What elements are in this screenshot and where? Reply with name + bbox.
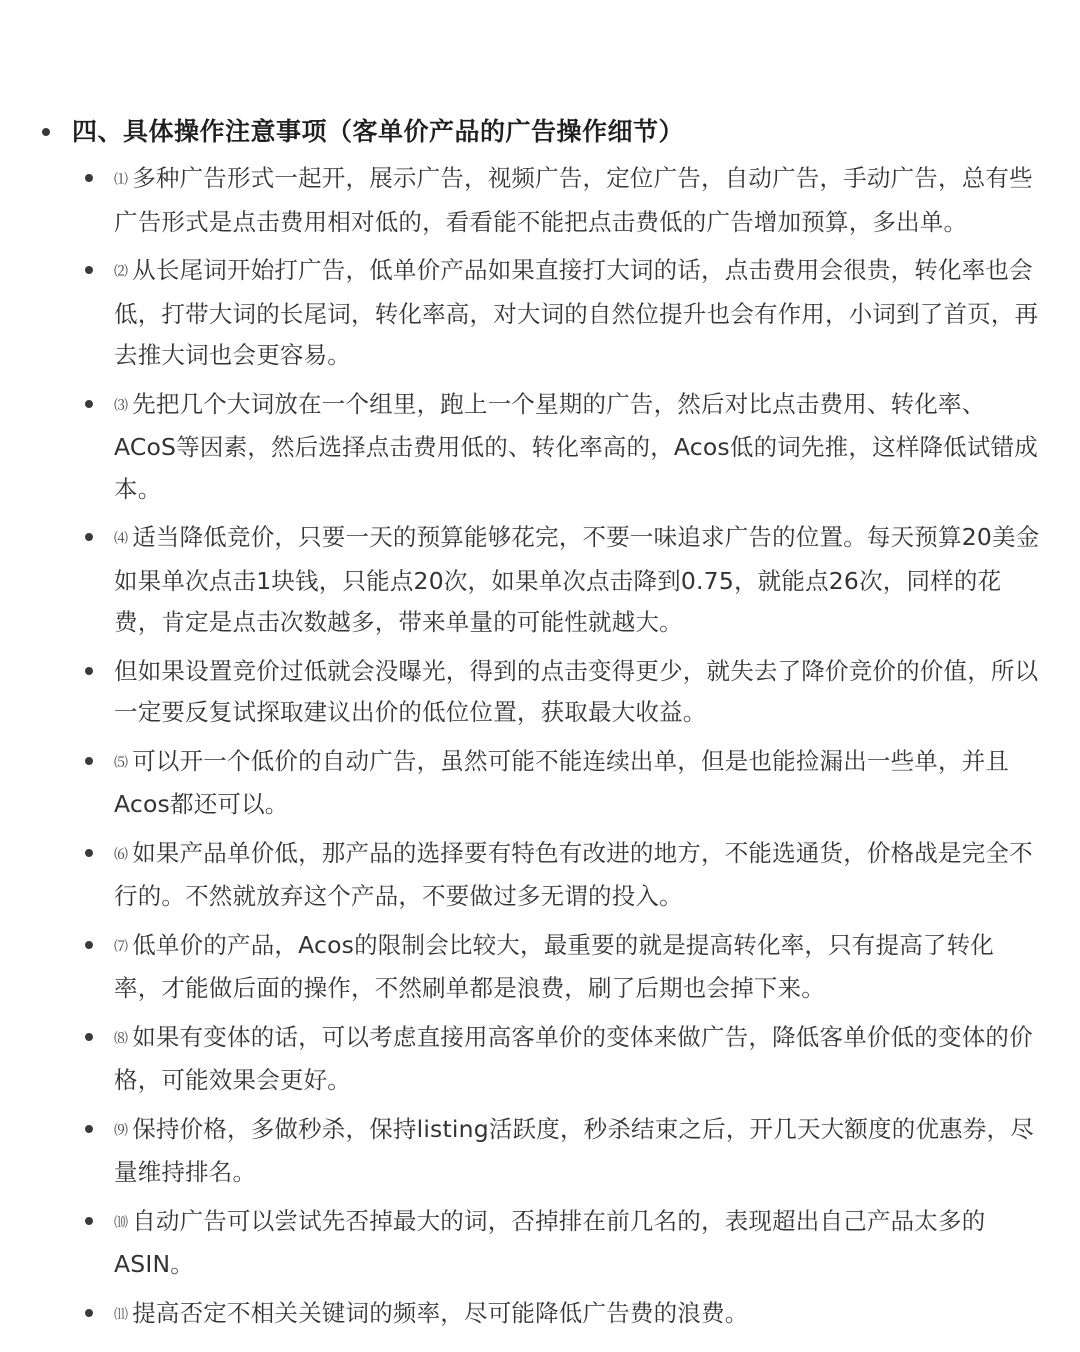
bullet-icon: [85, 849, 93, 857]
bullet-icon: [85, 1125, 93, 1133]
item-number: ⑻: [114, 1030, 129, 1047]
list-item: [72, 1201, 1040, 1286]
list-item: [72, 1293, 1040, 1337]
item-number: ⑶: [114, 397, 129, 414]
bullet-icon: [85, 667, 93, 675]
list-item: [72, 250, 1040, 377]
item-text: 可以开一个低价的自动广告，虽然可能不能连续出单，但是也能捡漏出一些单，并且Acos都还可以。: [114, 746, 1010, 818]
list-item: [72, 1017, 1040, 1102]
bullet-icon: [85, 1033, 93, 1041]
bullet-icon: [85, 1217, 93, 1225]
item-number: ⑾: [114, 1306, 129, 1323]
bullet-icon: [42, 128, 50, 136]
item-text: 适当降低竞价，只要一天的预算能够花完，不要一味追求广告的位置。每天预算20美金如果单次点击1块钱，只能点20次，如果单次点击降到0.75，就能点26次，同样的花费，肯定是点击次数越多，带来单量的可能性就越大。: [114, 523, 1040, 636]
item-number: ⑺: [114, 938, 129, 955]
bullet-icon: [85, 941, 93, 949]
bullet-icon: [85, 1309, 93, 1317]
bullet-icon: [85, 266, 93, 274]
item-text: 自动广告可以尝试先否掉最大的词，否掉排在前几名的，表现超出自己产品太多的ASIN。: [114, 1206, 986, 1278]
list-item: [72, 158, 1040, 243]
list-item: [72, 925, 1040, 1010]
document-body: [0, 110, 1080, 1343]
list-item: [72, 384, 1040, 511]
item-number: ⑼: [114, 1122, 129, 1139]
item-text: 如果有变体的话，可以考虑直接用高客单价的变体来做广告，降低客单价低的变体的价格，可能效果会更好。: [114, 1022, 1033, 1094]
list-item: [72, 517, 1040, 644]
item-text: 保持价格，多做秒杀，保持listing活跃度，秒杀结束之后，开几天大额度的优惠券，尽量维持排名。: [114, 1114, 1034, 1186]
item-number: ⑷: [114, 531, 129, 547]
list-item: [72, 1109, 1040, 1194]
bullet-icon: [85, 174, 93, 182]
item-number: ⑴: [114, 172, 129, 188]
item-text: 但如果设置竞价过低就会没曝光，得到的点击变得更少，就失去了降价竞价的价值，所以一定要反复试探取建议出价的低位位置，获取最大收益。: [114, 656, 1039, 726]
list-item: [72, 741, 1040, 826]
item-number: ⑹: [114, 846, 129, 863]
item-text: 低单价的产品，Acos的限制会比较大，最重要的就是提高转化率，只有提高了转化率，才能做后面的操作，不然刷单都是浪费，刷了后期也会掉下来。: [114, 930, 995, 1002]
list-item: [72, 833, 1040, 918]
item-number: ⑽: [114, 1214, 129, 1231]
item-number: ⑵: [114, 264, 129, 280]
bullet-icon: [85, 533, 93, 541]
item-text: 如果产品单价低，那产品的选择要有特色有改进的地方，不能选通货，价格战是完全不行的。不然就放弃这个产品，不要做过多无谓的投入。: [114, 838, 1033, 910]
item-text: 从长尾词开始打广告，低单价产品如果直接打大词的话，点击费用会很贵，转化率也会低，打带大词的长尾词，转化率高，对大词的自然位提升也会有作用，小词到了首页，再去推大词也会更容易。: [114, 256, 1039, 369]
notes-list: [72, 158, 1040, 1336]
bullet-icon: [85, 757, 93, 765]
bullet-icon: [85, 400, 93, 408]
list-item: [72, 651, 1040, 734]
item-text: 先把几个大词放在一个组里，跑上一个星期的广告，然后对比点击费用、转化率、ACoS等因素，然后选择点击费用低的、转化率高的，Acos低的词先推，这样降低试错成本。: [114, 389, 1038, 503]
section-title: 四、具体操作注意事项（客单价产品的广告操作细节）: [72, 117, 685, 146]
section-operation-notes: [0, 110, 1080, 1336]
item-text: 提高否定不相关关键词的频率，尽可能降低广告费的浪费。: [132, 1298, 749, 1327]
item-number: ⑸: [114, 754, 129, 771]
item-text: 多种广告形式一起开，展示广告，视频广告，定位广告，自动广告，手动广告，总有些广告形式是点击费用相对低的，看看能不能把点击费低的广告增加预算，多出单。: [114, 164, 1033, 236]
